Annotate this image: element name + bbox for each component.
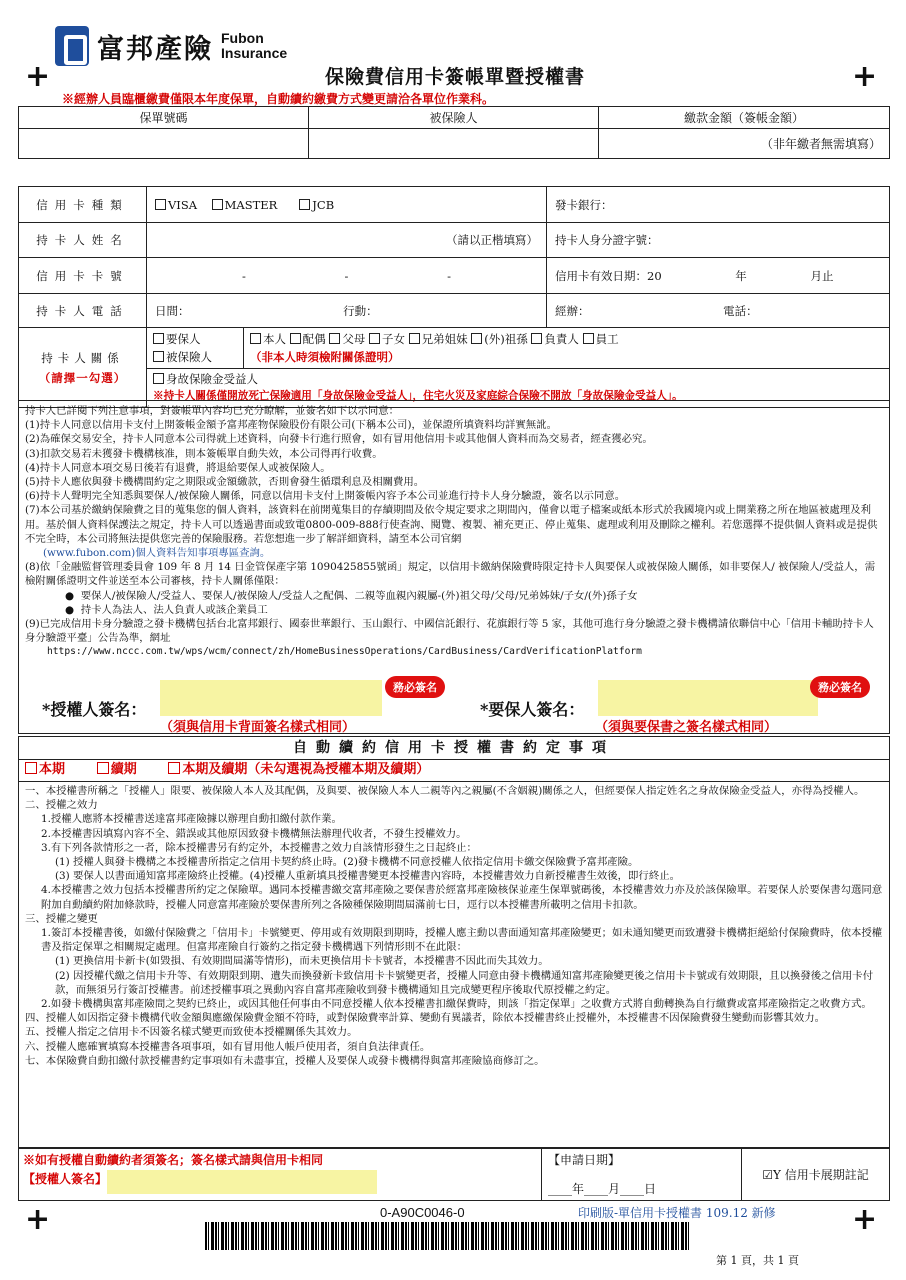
card-no-sep-2: - bbox=[344, 268, 349, 283]
registration-mark-tr: + bbox=[852, 59, 878, 94]
terms-intro: 持卡人已詳閱下列注意事項，對簽帳單內容均已充分瞭解，並簽名如下以示同意： bbox=[25, 405, 400, 417]
auth-sign-label: 【授權人簽名】 bbox=[23, 1172, 108, 1186]
agree-line: 四、授權人如因指定發卡機構代收金額與應繳保險費金額不符時，或對保險費率計算、變動有異議者，除依本授權書終止授權外，本授權書不因保險費發生變動而影響其效力。 bbox=[25, 1012, 826, 1025]
date-d: 日 bbox=[644, 1182, 657, 1196]
issuer-field[interactable] bbox=[547, 187, 890, 223]
agree-line: 2.如發卡機構與富邦產險間之契約已終止，或因其他任何事由不同意授權人依本授權書扣繳保費時，則該「指定保單」之收費方式將自動轉換為自行繳費或富邦產險指定之收費方式。 bbox=[41, 998, 872, 1011]
logo-en: Fubon Insurance bbox=[221, 30, 288, 61]
date-y: 年 bbox=[572, 1182, 585, 1196]
agree-line: (2) 因授權代繳之信用卡升等、有效期限到期、遺失而換發新卡致信用卡卡號變更者，授權人同意由發卡機構通知富邦產險變更後之信用卡卡號或有效期限，且以換發後之信用卡付款，而無須另行簽訂授權書。前述授權事項之異動內容自富邦產險收到發卡機構通知且完成變更程序後取代原授權之約定。 bbox=[55, 969, 874, 996]
rel-self[interactable]: 本人 bbox=[250, 332, 286, 346]
issuer-label: 發卡銀行： bbox=[555, 197, 613, 212]
phone-office: 經辦： bbox=[555, 303, 590, 318]
form-title: 保險費信用卡簽帳單暨授權書 bbox=[325, 66, 586, 88]
nccc-url: https://www.nccc.com.tw/wps/wcm/connect/zh/HomeBusinessOperations/CardBusiness/CardVerificationPlatform bbox=[47, 646, 642, 658]
agreement-body bbox=[18, 782, 890, 1148]
card-type-options bbox=[147, 187, 547, 223]
relation-hint: （請擇一勾選） bbox=[38, 370, 127, 385]
agree-line: 五、授權人指定之信用卡不因簽名樣式變更而致使本授權關係失其效力。 bbox=[25, 1026, 358, 1039]
holder-name-hint: （請以正楷填寫） bbox=[446, 233, 538, 247]
apply-date-cell[interactable]: 【申請日期】 ____年____月____日 bbox=[542, 1149, 742, 1201]
notice: ※經辦人員臨櫃繳費僅限本年度保單，自動續約繳費方式變更請洽各單位作業科。 bbox=[62, 92, 495, 106]
card-no-label: 信用卡卡號 bbox=[19, 258, 147, 294]
agree-line: 3.有下列各款情形之一者，除本授權書另有約定外，本授權書之效力自該情形發生之日起終止： bbox=[41, 841, 477, 854]
office-fields[interactable] bbox=[547, 294, 890, 328]
rel-children[interactable]: 子女 bbox=[369, 332, 405, 346]
terms-item-3: (3)扣款交易若未獲發卡機構核准，則本簽帳單自動失效，本公司得再行收費。 bbox=[25, 447, 383, 460]
phone-fields[interactable] bbox=[147, 294, 547, 328]
rel-grand[interactable]: (外)祖孫 bbox=[471, 332, 527, 346]
policy-no-field[interactable] bbox=[19, 129, 309, 159]
terms-item-5: (5)持卡人應依與發卡機構間約定之期限或金額繳款，否則會發生循環利息及相關費用。 bbox=[25, 476, 425, 489]
terms-item-6: (6)持卡人聲明完全知悉與要保人/被保險人關係，同意以信用卡支付上開簽帳內容予本公司並進行持卡人身分驗證，簽名以示同意。 bbox=[25, 490, 626, 503]
terms-item-7-url: (www.fubon.com)個人資料告知事項專區查詢。 bbox=[43, 547, 271, 560]
extend-note: ☑Y 信用卡展期註記 bbox=[762, 1168, 869, 1182]
terms-item-2: (2)為確保交易安全，持卡人同意本公司得就上述資料，向發卡行進行照會，如有冒用他信用卡或其他個人資料而為交易者，經查獲必究。 bbox=[25, 433, 653, 446]
proposer-hint: （須與要保書之簽名樣式相同） bbox=[595, 720, 778, 735]
amount-field[interactable] bbox=[599, 129, 890, 159]
holder-id-field[interactable] bbox=[547, 223, 890, 258]
rel-spouse[interactable]: 配偶 bbox=[290, 332, 326, 346]
card-no-field[interactable] bbox=[147, 258, 547, 294]
logo-text: 富邦產險 bbox=[97, 33, 213, 65]
master-checkbox[interactable]: MASTER bbox=[212, 198, 278, 212]
col-amount: 繳款金額（簽帳金額） bbox=[599, 107, 890, 129]
phone-day: 日間： bbox=[155, 303, 190, 318]
agree-line: 三、授權之變更 bbox=[25, 912, 98, 925]
agree-line: (1) 更換信用卡新卡(如毀損、有效期間屆滿等情形)，而未更換信用卡卡號者，本授權書不因此而失其效力。 bbox=[55, 955, 549, 968]
card-type-label: 信用卡種類 bbox=[19, 187, 147, 223]
agree-line: 一、本授權書所稱之「授權人」限要、被保險人本人及其配偶，及與要、被保險人本人二親等內之親屬(不含姻親)關係之人，但經要保人指定姓名之身故保險金受益人，亦得為授權人。 bbox=[25, 785, 865, 797]
terms-item-1: (1)持卡人同意以信用卡支付上開簽帳金額予富邦產物保險股份有限公司(下稱本公司)，並保證所填資料均詳實無訛。 bbox=[25, 419, 557, 432]
holder-name-field[interactable] bbox=[147, 223, 547, 258]
relation-proof: （非本人時須檢附關係證明） bbox=[250, 350, 400, 364]
extend-note-cell[interactable] bbox=[742, 1149, 890, 1201]
rel-beneficiary-checkbox[interactable]: 身故保險金受益人 bbox=[153, 371, 883, 388]
agree-line: 4.本授權書之效力包括本授權書所約定之保險單。遇同本授權書繳交富邦產險之要保書於經富邦產險核保並產生保單號碼後，本授權書效力亦及於該保險單。若要保人於要保書勾選同意附加自動續約附加條款時，授權人同意富邦產險於要保書所列之各險種保險期間屆滿前七日，逕行以本授權書所載明之信用卡扣款。 bbox=[41, 884, 883, 911]
auto-sign-cell bbox=[19, 1149, 542, 1201]
signer-label-wrap bbox=[42, 697, 146, 720]
signer-signature-field[interactable] bbox=[160, 680, 382, 716]
card-no-sep-3: - bbox=[447, 268, 451, 283]
rel-parents[interactable]: 父母 bbox=[329, 332, 365, 346]
terms-item-4: (4)持卡人同意本項交易日後若有退費，將退給要保人或被保險人。 bbox=[25, 461, 331, 474]
agree-line: 1.授權人應將本授權書送達富邦產險據以辦理自動扣繳付款作業。 bbox=[41, 813, 342, 826]
agree-line: (3) 要保人以書面通知富邦產險終止授權。(4)授權人重新填具授權書變更本授權書內容時，本授權書效力自新授權書生效後，即行終止。 bbox=[55, 870, 680, 883]
visa-checkbox[interactable]: VISA bbox=[155, 198, 197, 212]
apply-date-label: 【申請日期】 bbox=[548, 1153, 621, 1167]
registration-mark-br: + bbox=[852, 1202, 878, 1237]
print-version: 印刷版-單信用卡授權書 109.12 新修 bbox=[578, 1206, 776, 1220]
agree-line: 六、授權人應確實填寫本授權書各項事項，如有冒用他人帳戶使用者，須自負法律責任。 bbox=[25, 1040, 431, 1053]
period-options bbox=[18, 760, 890, 782]
period-current[interactable]: 本期 bbox=[25, 762, 65, 777]
barcode bbox=[205, 1222, 690, 1250]
fubon-logo bbox=[55, 24, 291, 68]
jcb-checkbox[interactable]: JCB bbox=[299, 198, 334, 212]
col-policy-no: 保單號碼 bbox=[19, 107, 309, 129]
agree-line: 七、本保險費自動扣繳付款授權書約定事項如有未盡事宜，授權人及要保人或發卡機構得與富邦產險協商修訂之。 bbox=[25, 1054, 545, 1067]
phone-fax: 電話： bbox=[723, 303, 758, 318]
insured-field[interactable] bbox=[309, 129, 599, 159]
signer-label: *授權人簽名： bbox=[42, 700, 147, 719]
policy-table bbox=[18, 106, 890, 159]
phone-mobile: 行動： bbox=[343, 303, 378, 318]
expiry-year: 年 bbox=[735, 268, 747, 283]
relation-list bbox=[250, 330, 619, 348]
relation-label: 持卡人關係 bbox=[41, 350, 124, 365]
must-sign-badge-1: 務必簽名 bbox=[385, 676, 445, 698]
rel-owner[interactable]: 負責人 bbox=[531, 332, 579, 346]
rel-employee[interactable]: 員工 bbox=[583, 332, 619, 346]
must-sign-badge-2: 務必簽名 bbox=[810, 676, 870, 698]
date-m: 月 bbox=[608, 1182, 621, 1196]
col-insured: 被保險人 bbox=[309, 107, 599, 129]
relation-options bbox=[147, 328, 890, 408]
holder-id-label: 持卡人身分證字號： bbox=[555, 233, 659, 247]
agreement-title: 自動續約信用卡授權書約定事項 bbox=[18, 736, 890, 760]
proposer-label: *要保人簽名： bbox=[480, 700, 585, 719]
terms-bullet-2: ● 持卡人為法人、法人負責人或該企業員工 bbox=[65, 603, 268, 616]
terms-item-9: (9)已完成信用卡身分驗證之發卡機構包括台北富邦銀行、國泰世華銀行、玉山銀行、中國信託銀行、花旗銀行等 5 家，其他可進行身分驗證之發卡機構請依聯信中心「信用卡輔助持卡人身分驗證平臺」公告為準，網址 bbox=[25, 618, 874, 645]
sign-note: ※如有授權自動續約者須簽名；簽名樣式請與信用卡相同 bbox=[23, 1153, 324, 1167]
agree-line: 二、授權之效力 bbox=[25, 799, 98, 812]
phone-label: 持卡人電話 bbox=[19, 294, 147, 328]
fubon-logo-icon bbox=[55, 26, 89, 66]
expiry-month: 月止 bbox=[810, 268, 834, 283]
registration-mark-bl: + bbox=[25, 1202, 51, 1237]
period-both[interactable]: 本期及續期（未勾選視為授權本期及續期） bbox=[168, 762, 429, 777]
agree-line: 1.簽訂本授權書後，如繳付保險費之「信用卡」卡號變更、停用或有效期限到期時，授權人應主動以書面通知富邦產險變更；如未通知變更而致遭發卡機構拒絕給付保險費時，依本授權書及指定保單之相關規定處理。但富邦產險自行簽約之指定發卡機構遇下列情形則不在此限： bbox=[41, 927, 883, 954]
agree-line: 2.本授權書因填寫內容不全、錯誤或其他原因致發卡機構無法辦理代收者，不發生授權效力。 bbox=[41, 827, 467, 840]
period-renewal[interactable]: 續期 bbox=[97, 762, 137, 777]
signer-hint: （須與信用卡背面簽名樣式相同） bbox=[160, 720, 356, 735]
rel-insured-checkbox[interactable]: 被保險人 bbox=[153, 348, 237, 366]
rel-proposer-checkbox[interactable]: 要保人 bbox=[153, 330, 237, 348]
expiry-field[interactable] bbox=[547, 258, 890, 294]
holder-name-label: 持卡人姓名 bbox=[19, 223, 147, 258]
terms-item-7: (7)本公司基於繳納保險費之目的蒐集您的個人資料，該資料在前開蒐集目的存續期間及依令規定要求之期間內，僅會以電子檔案或紙本形式於我國境內或上開業務之所在地區被處理及利用。基於個人資料保護法之規定，持卡人可以透過書面或致電0800-009-888行使查詢、閱覽、複製、補充更正、停止蒐集、處理或利用及刪除之權利。若您選擇不提供個人資料或是提供不完全時，本公司將無法提供您完善的保險服務。若您想進一步了解詳細資料，請至本公司官網 bbox=[25, 504, 878, 545]
bottom-sign-table bbox=[18, 1148, 890, 1201]
relation-label-cell bbox=[19, 328, 147, 408]
page-number: 第 1 頁，共 1 頁 bbox=[716, 1254, 799, 1267]
card-no-sep-1: - bbox=[242, 268, 246, 283]
auth-sign-field[interactable] bbox=[107, 1170, 377, 1194]
relation-warning: ※持卡人關係僅開放死亡保險適用「身故保險金受益人」，住宅火災及家庭綜合保險不開放「身故保險金受益人」。 bbox=[153, 390, 683, 402]
amount-note: （非年繳者無需填寫） bbox=[760, 137, 881, 151]
terms-item-8: (8)依「金融監督管理委員會 109 年 8 月 14 日金管保產字第 1090425855號函」規定，以信用卡繳納保險費時限定持卡人與要保人或被保險人關係，如非要保人/ 被保險人/受益人，需檢附關係證明文件並送至本公司審核，持卡人關係僅限： bbox=[25, 561, 876, 588]
expiry-label: 信用卡有效日期：20 bbox=[555, 268, 662, 283]
rel-siblings[interactable]: 兄弟姐妹 bbox=[409, 332, 468, 346]
terms-bullet-1: ● 要保人/被保險人/受益人、要保人/被保險人/受益人之配偶、二親等血親內親屬-(外)祖父母/父母/兄弟姊妹/子女/(外)孫子女 bbox=[65, 589, 638, 602]
proposer-signature-field[interactable] bbox=[598, 680, 818, 716]
form-code: 0-A90C0046-0 bbox=[380, 1205, 465, 1220]
registration-mark-tl: + bbox=[25, 59, 51, 94]
agree-line: (1) 授權人與發卡機構之本授權書所指定之信用卡契約終止時。(2)發卡機構不同意授權人依指定信用卡繳交保險費予富邦產險。 bbox=[55, 856, 639, 869]
card-table bbox=[18, 186, 890, 408]
